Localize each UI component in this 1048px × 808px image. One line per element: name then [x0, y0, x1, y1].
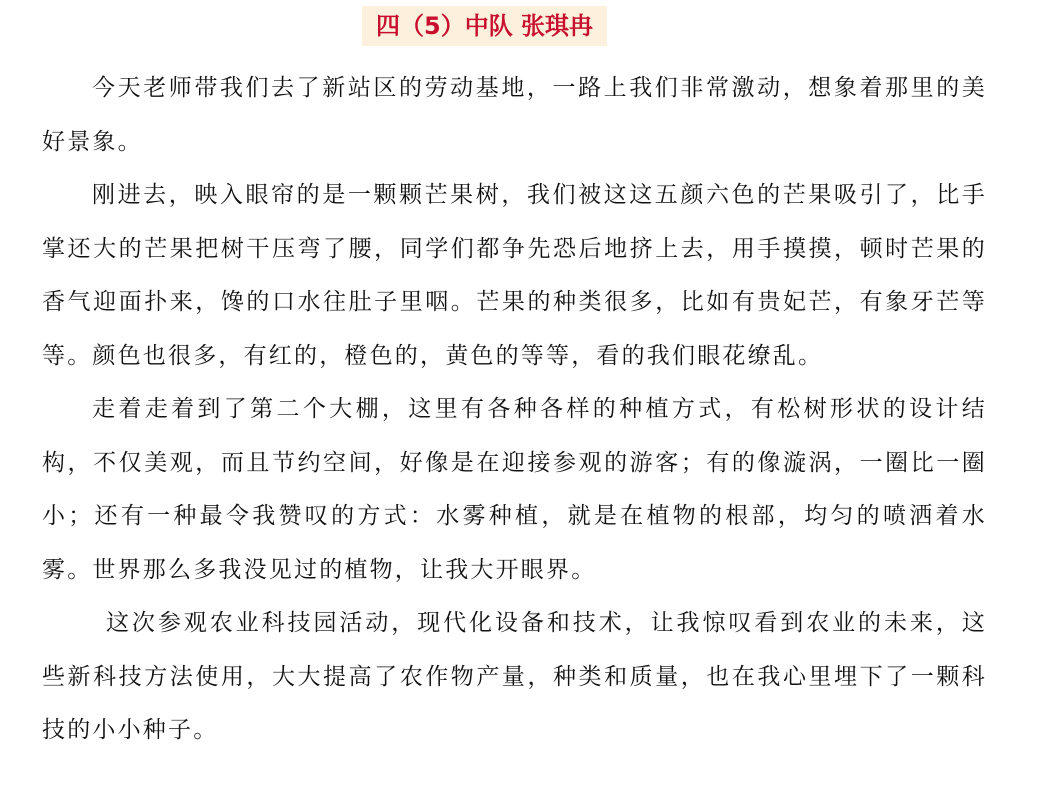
paragraph-4: 这次参观农业科技园活动，现代化设备和技术，让我惊叹看到农业的未来，这些新科技方法使用，大大提高了农作物产量，种类和质量，也在我心里埋下了一颗科技的小小种子。 — [42, 610, 987, 743]
paragraph-3: 走着走着到了第二个大棚，这里有各种各样的种植方式，有松树形状的设计结构，不仅美观，而且节约空间，好像是在迎接参观的游客；有的像漩涡，一圈比一圈小；还有一种最令我赞叹的方式：水雾种植，就是在植物的根部，均匀的喷洒着水雾。世界那么多我没见过的植物，让我大开眼界。 — [42, 396, 987, 583]
paragraph-2: 刚进去，映入眼帘的是一颗颗芒果树，我们被这这五颜六色的芒果吸引了，比手掌还大的芒果把树干压弯了腰，同学们都争先恐后地挤上去，用手摸摸，顿时芒果的香气迎面扑来，馋的口水往肚子里咽。芒果的种类很多，比如有贵妃芒，有象牙芒等等。颜色也很多，有红的，橙色的，黄色的等等，看的我们眼花缭乱。 — [42, 182, 987, 369]
paragraph-1: 今天老师带我们去了新站区的劳动基地，一路上我们非常激动，想象着那里的美好景象。 — [42, 75, 987, 155]
essay-body — [42, 62, 987, 758]
document-title: 四（5）中队 张琪冉 — [362, 6, 607, 46]
